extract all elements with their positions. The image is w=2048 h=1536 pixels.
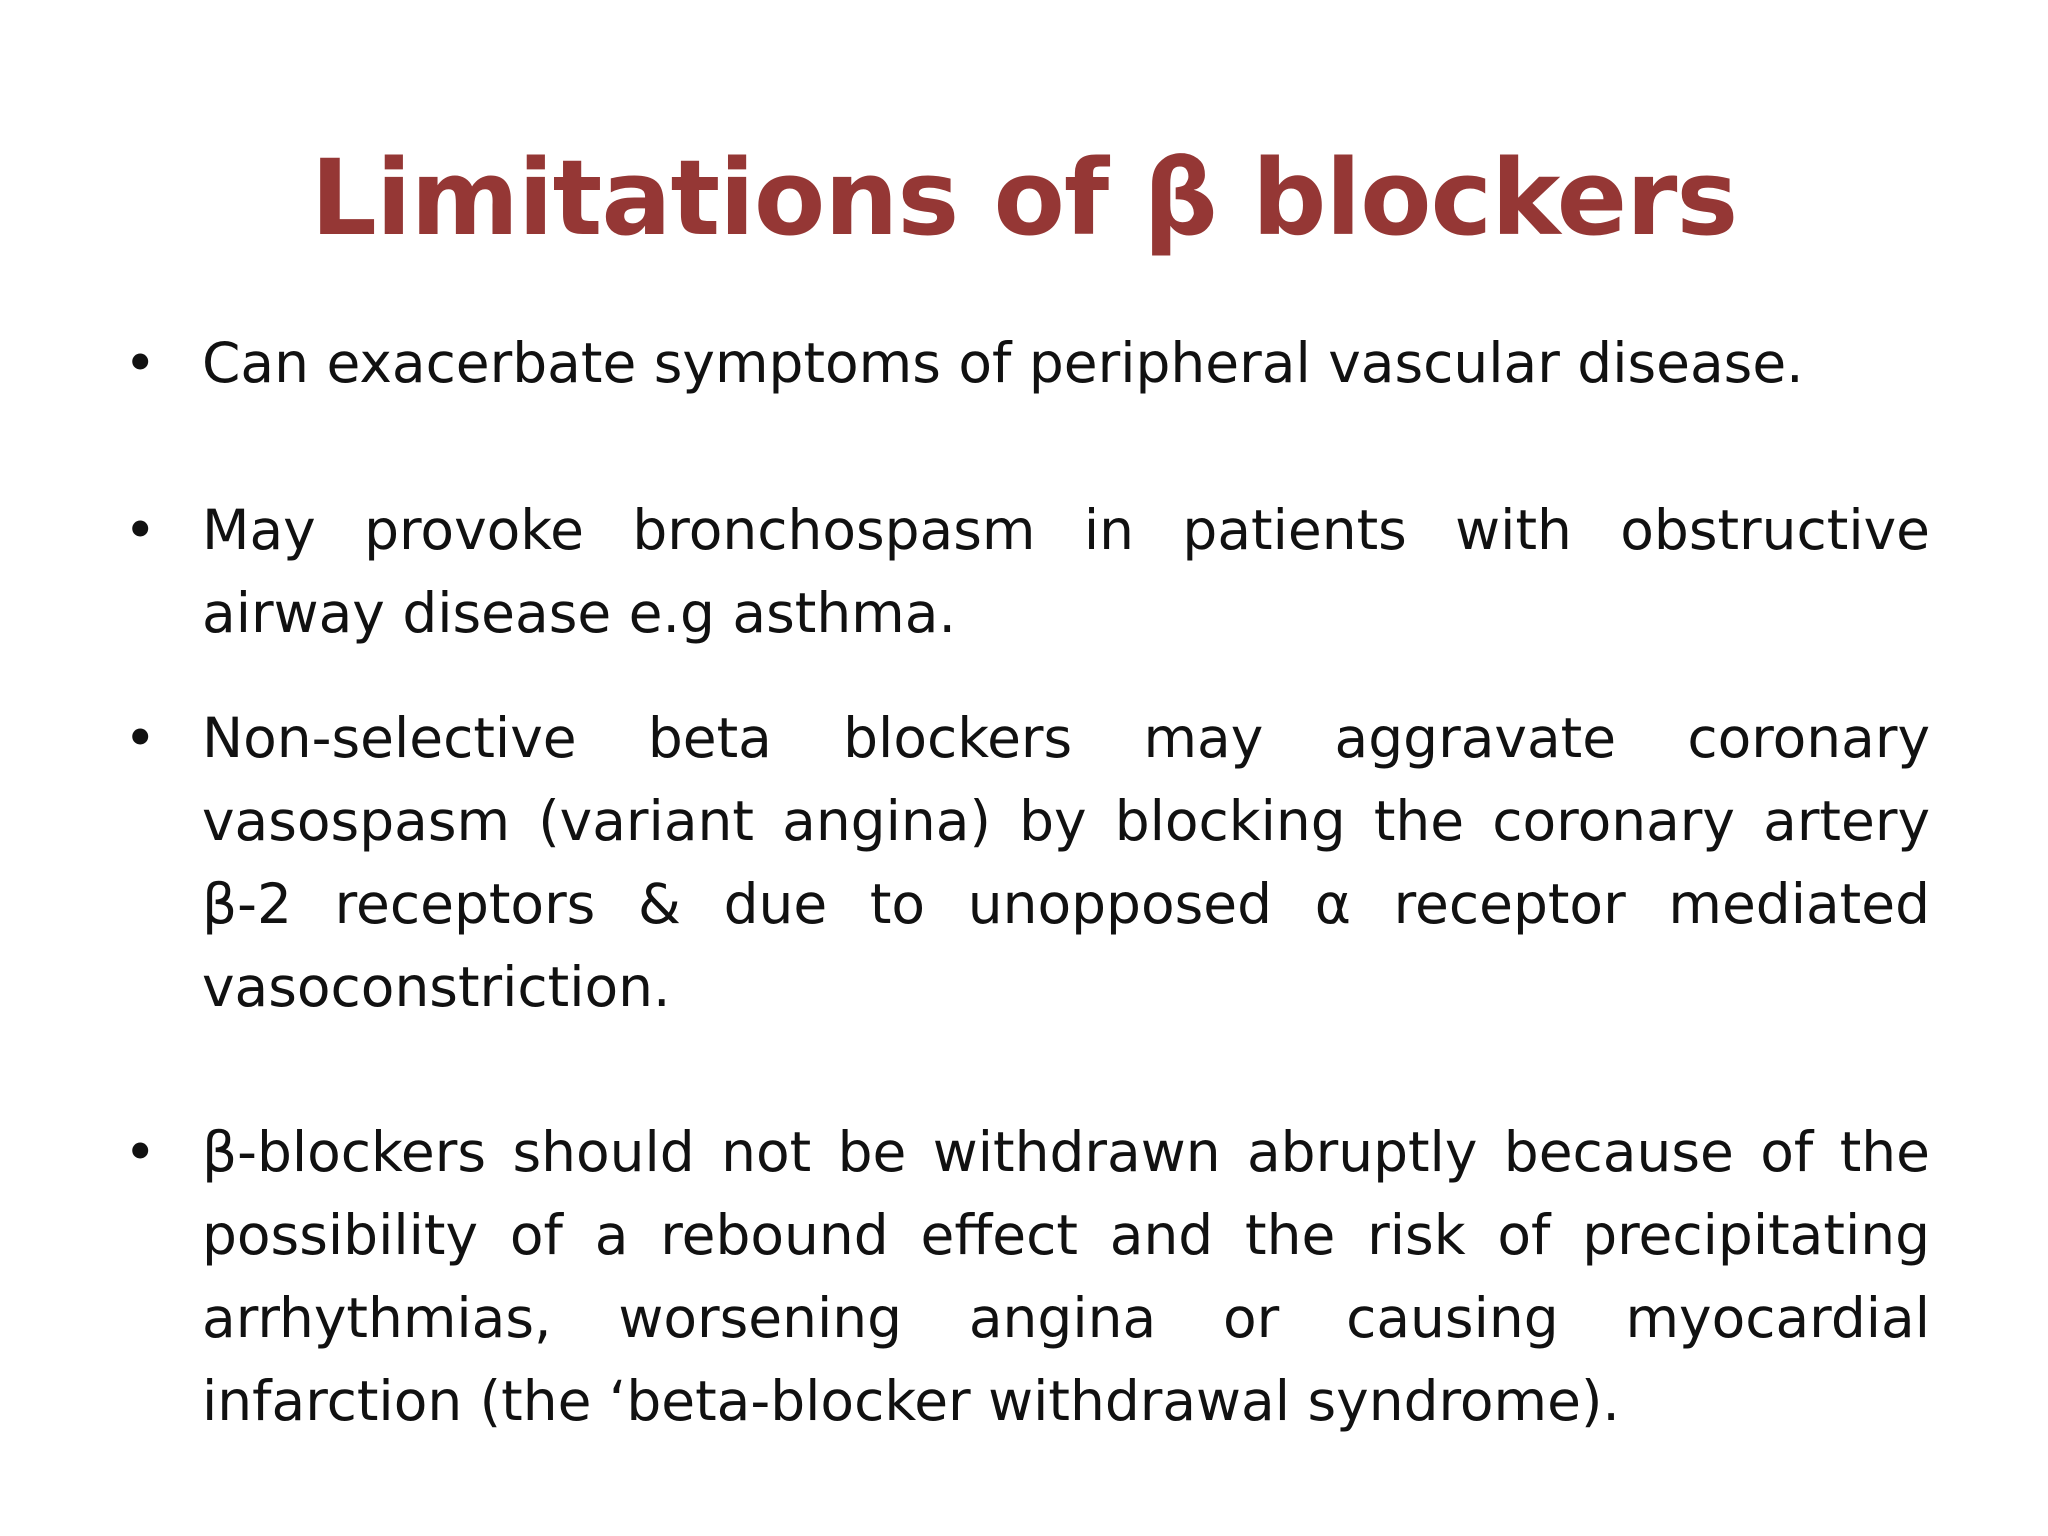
- bullet-text: Can exacerbate symptoms of peripheral vascular disease.: [202, 331, 1804, 395]
- bullet-item-1: [124, 322, 1930, 405]
- slide-title: Limitations of β blockers: [310, 137, 1738, 259]
- bullet-icon: •: [124, 498, 157, 562]
- bullet-item-4: [124, 1111, 1930, 1443]
- bullet-item-2: [124, 489, 1930, 655]
- bullet-icon: •: [124, 706, 157, 770]
- bullet-text: Non-selective beta blockers may aggravate coronary vasospasm (variant angina) by blocking the coronary artery β-2 receptors & due to unopposed α receptor mediated vasoconstriction.: [202, 706, 1930, 1019]
- bullet-icon: •: [124, 331, 157, 395]
- bullet-item-3: [124, 697, 1930, 1029]
- bullet-text: May provoke bronchospasm in patients with obstructive airway disease e.g asthma.: [202, 498, 1930, 645]
- bullet-icon: •: [124, 1120, 157, 1184]
- bullet-text: β-blockers should not be withdrawn abruptly because of the possibility of a rebound effect and the risk of precipitating arrhythmias, worsening angina or causing myocardial infarction (the ‘beta-blocker withdrawal syndrome).: [202, 1120, 1930, 1433]
